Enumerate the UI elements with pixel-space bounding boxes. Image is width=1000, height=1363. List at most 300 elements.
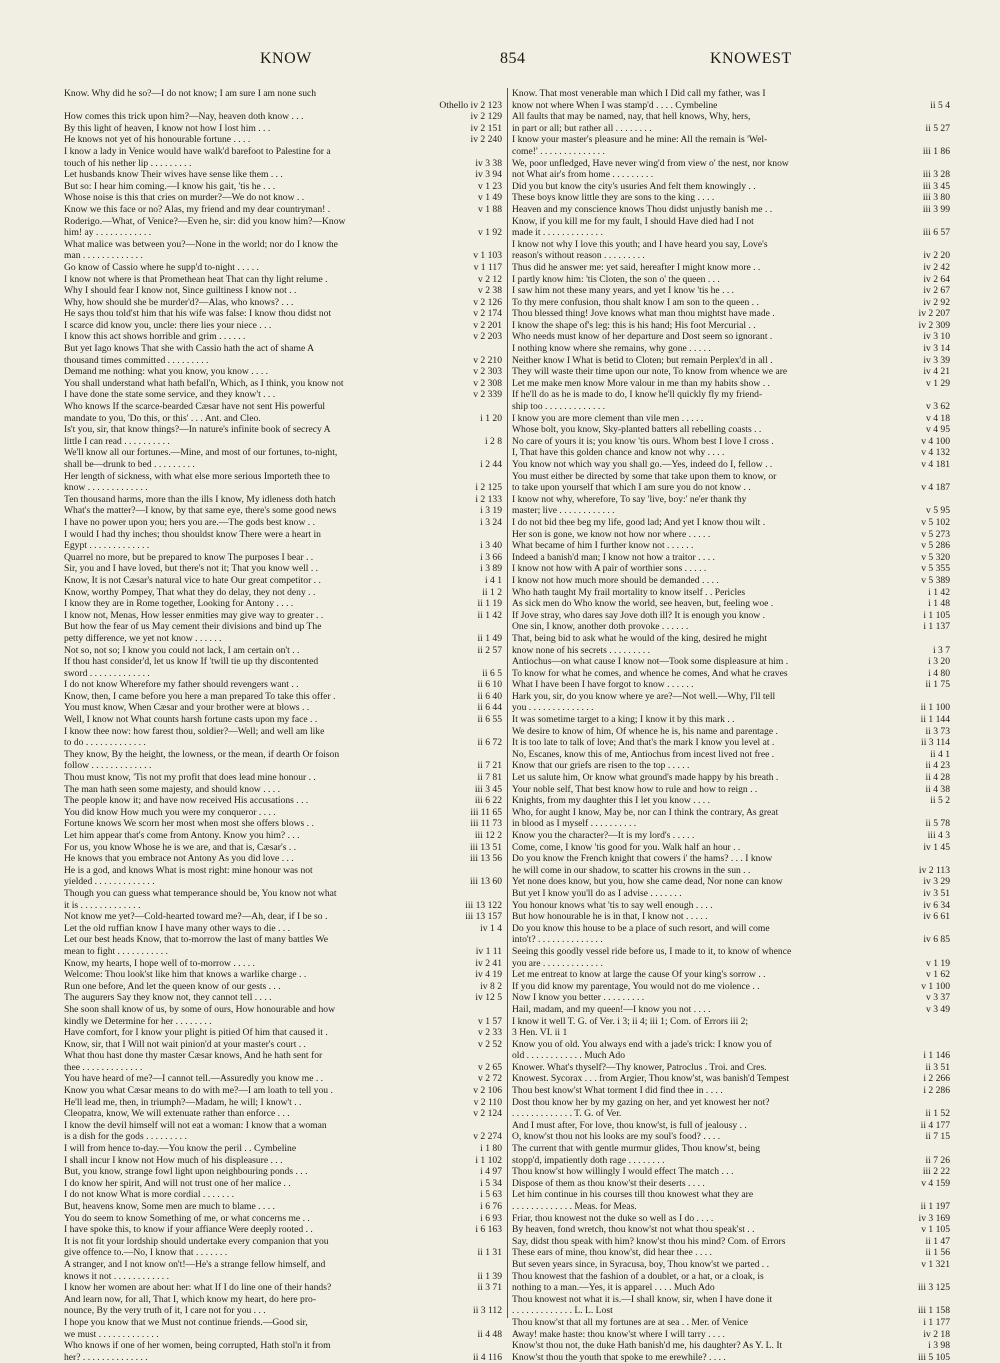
entry-text: He knows that you embrace not Antony As you did love . . .: [64, 853, 294, 865]
entry-text: old . . . . . . . . . . . . Much Ado: [512, 1050, 625, 1062]
index-entry-line: [512, 853, 950, 865]
entry-text: If he'll do as he is made to do, I know he'll quickly fly my friend-: [512, 389, 763, 401]
index-entry-line: [512, 830, 950, 842]
entry-reference: i 2 133: [475, 493, 502, 505]
index-entry-line: [512, 876, 950, 888]
entry-text: To know for what he comes, and whence he comes, And what he craves: [512, 667, 788, 679]
index-entry-line: [512, 239, 950, 251]
entry-text: All faults that may be named, nay, that hell knows, Why, hers,: [512, 111, 751, 123]
entry-text: Know'st thou the youth that spoke to me erewhile? . . . .: [512, 1351, 726, 1363]
entry-reference: v 2 274: [473, 1131, 502, 1143]
index-entry-line: [64, 123, 502, 135]
entry-text: Let the old ruffian know I have many other ways to die . . .: [64, 922, 291, 934]
entry-text: Thou knowest that the fashion of a doublet, or a hat, or a cloak, is: [512, 1270, 764, 1282]
entry-text: I know you are more clement than vile men . . . . .: [512, 412, 704, 424]
index-entry-line: [64, 1282, 502, 1294]
index-entry-line: [64, 146, 502, 158]
entry-text: Know, then, I came before you here a man prepared To take this offer .: [64, 690, 336, 702]
index-entry-line: [64, 1189, 502, 1201]
index-entry-line: [512, 1108, 950, 1120]
entry-reference: iv 3 169: [918, 1212, 950, 1224]
index-entry-line: [512, 679, 950, 691]
index-entry-line: [512, 1120, 950, 1132]
entry-text: Her son is gone, we know not how nor where . . . . .: [512, 528, 711, 540]
entry-reference: ii 1 75: [925, 679, 950, 691]
entry-text: You honour knows what 'tis to say well enough . . . .: [512, 899, 713, 911]
entry-reference: v 1 117: [473, 261, 502, 273]
entry-reference: i 1 105: [923, 609, 950, 621]
entry-reference: i 5 34: [480, 1177, 502, 1189]
index-entry-line: [64, 795, 502, 807]
entry-reference: iv 2 18: [923, 1328, 950, 1340]
entry-reference: iii 3 80: [922, 192, 950, 204]
entry-text: Know. Why did he so?—I do not know; I am sure I am none such: [64, 88, 317, 99]
entry-text: Egypt . . . . . . . . . . . . .: [64, 540, 150, 552]
index-entry-line: [512, 1097, 950, 1109]
entry-text: come!' . . . . . . . . . . . . . .: [512, 145, 605, 157]
entry-text: know none of his secrets . . . . . . . . .: [512, 644, 651, 656]
entry-text: petty difference, we yet not know . . . . . .: [64, 632, 222, 644]
index-entry-line: [512, 1282, 950, 1294]
entry-text: Thou blessed thing! Jove knows what man thou mightst have made .: [512, 308, 775, 320]
entry-text: I know the devil himself will not eat a woman: I know that a woman: [64, 1119, 327, 1131]
entry-reference: iii 3 45: [474, 783, 502, 795]
index-entry-line: [64, 807, 502, 819]
entry-text: And learn now, for all, That I, which know my heart, do here pro-: [64, 1293, 317, 1305]
entry-reference: iv 8 2: [480, 980, 502, 992]
entry-text: Let him continue in his courses till thou knowest what they are: [512, 1189, 754, 1201]
entry-reference: iii 1 86: [922, 145, 950, 157]
index-entry-line: [512, 714, 950, 726]
entry-text: you are . . . . . . . . . . . . .: [512, 957, 603, 969]
index-entry-line: [512, 343, 950, 355]
entry-reference: i 3 40: [480, 540, 502, 552]
entry-reference: iii 3 45: [922, 180, 950, 192]
index-entry-line: [64, 610, 502, 622]
entry-reference: ii 6 55: [477, 714, 502, 726]
index-entry-line: [512, 1085, 950, 1097]
entry-text: Heaven and my conscience knows Thou didst unjustly banish me . .: [512, 203, 773, 215]
entry-text: sword . . . . . . . . . . . . .: [64, 667, 150, 679]
entry-text: Thou know'st how willingly I would effect The match . . .: [512, 1166, 734, 1178]
index-entry-line: [64, 88, 502, 100]
entry-text: I do not bid thee beg my life, good lad; And yet I know thou wilt .: [512, 516, 766, 528]
entry-text: nothing to a man.—Yes, it is apparel . . . . Much Ado: [512, 1282, 715, 1294]
entry-reference: iii 3 28: [922, 169, 950, 181]
entry-text: mean to fight . . . . . . . . . . .: [64, 945, 168, 957]
entry-reference: iv 2 42: [923, 261, 950, 273]
index-entry-line: [512, 1236, 950, 1248]
index-entry-line: [64, 1085, 502, 1097]
entry-reference: v 1 88: [478, 203, 502, 215]
entry-text: Know, It is not Cæsar's natural vice to hate Our great competitor . .: [64, 574, 321, 586]
entry-text: Hark you, sir, do you know where ye are?—Not well.—Why, I'll tell: [512, 690, 776, 702]
entry-reference: v 4 132: [921, 447, 950, 459]
entry-reference: i 1 42: [928, 586, 950, 598]
entry-text: little I can read . . . . . . . . . .: [64, 435, 170, 447]
index-entry-line: [64, 389, 502, 401]
index-entry-line: [64, 1340, 502, 1352]
index-entry-line: [64, 274, 502, 286]
index-entry-line: [512, 1027, 950, 1039]
entry-reference: iii 3 125: [918, 1282, 950, 1294]
entry-reference: iv 4 21: [923, 366, 950, 378]
index-entry-line: [64, 111, 502, 123]
index-entry-line: [512, 1004, 950, 1016]
index-entry-line: [512, 169, 950, 181]
entry-reference: i 1 102: [475, 1154, 502, 1166]
entry-text: . . . . . . . . . . . . . T. G. of Ver.: [512, 1108, 622, 1120]
index-entry-line: [64, 1271, 502, 1283]
entry-text: I know not why I love this youth; and I have heard you say, Love's: [512, 238, 768, 250]
entry-text: Know'st thou not, the duke Hath banish'd me, his daughter? As Y. L. It: [512, 1340, 783, 1352]
entry-reference: v 1 23: [478, 180, 502, 192]
index-entry-line: [512, 1213, 950, 1225]
index-entry-line: [64, 343, 502, 355]
entry-reference: v 1 92: [478, 227, 502, 239]
index-entry-line: [512, 818, 950, 830]
index-entry-line: [512, 331, 950, 343]
index-entry-line: [64, 204, 502, 216]
entry-text: These ears of mine, thou know'st, did hear thee . . . .: [512, 1247, 712, 1259]
index-entry-line: [64, 1039, 502, 1051]
index-entry-line: [64, 1305, 502, 1317]
entry-reference: ii 2 57: [477, 644, 502, 656]
entry-reference: iii 11 73: [470, 818, 502, 830]
entry-reference: iii 3 99: [922, 203, 950, 215]
entry-text: I will from hence to-day.—You know the peril . . Cymbeline: [64, 1143, 297, 1155]
entry-reference: iv 2 20: [923, 250, 950, 262]
entry-reference: iv 3 51: [923, 887, 950, 899]
index-entry-line: [512, 598, 950, 610]
entry-reference: v 4 187: [921, 482, 950, 494]
index-entry-line: [512, 969, 950, 981]
entry-reference: iv 1 11: [475, 945, 502, 957]
entry-text: made it . . . . . . . . . . . . .: [512, 227, 603, 239]
entry-text: I know they are in Rome together, Looking for Antony . . . .: [64, 598, 294, 610]
entry-reference: iv 3 29: [923, 876, 950, 888]
entry-text: And I must after, For love, thou know'st, is full of jealousy . .: [512, 1119, 747, 1131]
entry-text: But how the fear of us May cement their divisions and bind up The: [64, 621, 322, 633]
entry-text: But how honourable he is in that, I know not . . . . .: [512, 911, 708, 923]
entry-reference: iv 2 41: [475, 957, 502, 969]
index-entry-line: [512, 923, 950, 935]
entry-text: I shall incur I know not How much of his displeasure . . .: [64, 1154, 283, 1166]
index-entry-line: [64, 1294, 502, 1306]
index-entry-line: [512, 204, 950, 216]
entry-text: If you did know my parentage, You would not do me violence . .: [512, 980, 760, 992]
entry-text: Know. That most venerable man which I Did call my father, was I: [512, 88, 766, 99]
entry-reference: i 1 20: [480, 412, 502, 424]
entry-text: I know it well T. G. of Ver. i 3; ii 4; iii 1; Com. of Errors iii 2;: [512, 1015, 749, 1027]
entry-text: By this light of heaven, I know not how I lost him . . .: [64, 122, 271, 134]
index-entry-line: [64, 320, 502, 332]
index-entry-line: [512, 436, 950, 448]
entry-text: They know, By the height, the lowness, or the mean, if dearth Or foison: [64, 748, 340, 760]
entry-text: touch of his nether lip . . . . . . . . .: [64, 157, 192, 169]
entry-reference: v 5 320: [921, 551, 950, 563]
entry-text: It was sometime target to a king; I know it by this mark . .: [512, 714, 735, 726]
index-entry-line: [64, 1213, 502, 1225]
entry-reference: v 1 57: [478, 1015, 502, 1027]
entry-reference: v 1 100: [921, 980, 950, 992]
index-entry-line: [64, 888, 502, 900]
entry-reference: ii 1 197: [920, 1201, 950, 1212]
entry-reference: Othello iv 2 123: [439, 99, 502, 111]
index-entry-line: [64, 749, 502, 761]
index-entry-line: [64, 517, 502, 529]
index-entry-line: [512, 772, 950, 784]
index-entry-line: [512, 1271, 950, 1283]
index-entry-line: [64, 958, 502, 970]
entry-text: Have comfort, for I know your plight is pitied Of him that caused it .: [64, 1027, 328, 1039]
entry-text: Dispose of them as thou know'st their deserts . . . .: [512, 1177, 705, 1189]
index-entry-line: [64, 378, 502, 390]
index-entry-line: [512, 447, 950, 459]
entry-text: He says thou told'st him that his wife was false: I know thou didst not: [64, 308, 332, 320]
index-entry-line: [64, 1027, 502, 1039]
entry-text: to take upon yourself that which I am sure you do not know . .: [512, 482, 751, 494]
index-entry-line: [512, 540, 950, 552]
index-entry-line: [64, 679, 502, 691]
index-entry-line: [512, 459, 950, 471]
entry-reference: v 2 174: [473, 308, 502, 320]
index-entry-line: [512, 146, 950, 158]
column-divider: [507, 88, 508, 1318]
entry-reference: ii 4 1: [930, 748, 950, 760]
index-entry-line: [512, 378, 950, 390]
index-entry-line: [512, 1178, 950, 1190]
entry-reference: iii 13 122: [465, 899, 502, 911]
entry-text: Know, my hearts, I hope well of to-morrow . . . . .: [64, 957, 255, 969]
entry-text: Know you of old. You always end with a jade's trick: I know you of: [512, 1038, 772, 1050]
entry-reference: iii 12 2: [474, 830, 502, 841]
entry-text: we must . . . . . . . . . . . . .: [64, 1328, 159, 1340]
entry-reference: iii 13 157: [465, 911, 502, 923]
index-entry-line: [64, 1097, 502, 1109]
entry-text: I know not how much more should be demanded . . . .: [512, 574, 719, 586]
entry-reference: iv 2 207: [918, 308, 950, 320]
entry-text: Know you what Cæsar means to do with me?—I am loath to tell you .: [64, 1085, 333, 1097]
index-entry-line: [64, 633, 502, 645]
entry-text: Say, didst thou speak with him? know'st thou his mind? Com. of Errors: [512, 1235, 786, 1247]
entry-reference: ii 1 144: [920, 714, 950, 726]
index-entry-line: [64, 830, 502, 842]
entry-text: Knower. What's thyself?—Thy knower, Patroclus . Troi. and Cres.: [512, 1061, 767, 1073]
index-entry-line: [512, 297, 950, 309]
entry-text: O, know'st thou not his looks are my soul's food? . . . .: [512, 1131, 721, 1143]
entry-reference: v 4 95: [926, 424, 950, 436]
entry-text: thee . . . . . . . . . . . . .: [64, 1061, 143, 1073]
entry-text: You have heard of me?—I cannot tell.—Assuredly you know me . .: [64, 1073, 324, 1085]
entry-reference: iv 12 5: [475, 992, 502, 1004]
index-entry-line: [64, 853, 502, 865]
entry-reference: v 2 52: [478, 1038, 502, 1050]
entry-reference: iv 2 309: [918, 319, 950, 331]
entry-text: As sick men do Who know the world, see heaven, but, feeling woe .: [512, 598, 774, 610]
entry-text: He knows not yet of his honourable fortune . . . .: [64, 134, 251, 146]
entry-reference: iv 6 34: [923, 899, 950, 911]
entry-reference: ii 7 15: [925, 1131, 950, 1143]
index-entry-line: [512, 610, 950, 622]
entry-reference: i 1 48: [928, 598, 950, 610]
index-entry-line: [512, 668, 950, 680]
entry-text: But seven years since, in Syracusa, boy, Thou know'st we parted . .: [512, 1258, 769, 1270]
entry-text: What I have been I have forgot to know . . . . . .: [512, 679, 694, 691]
entry-text: She soon shall know of us, by some of ours, How honourable and how: [64, 1003, 335, 1015]
entry-text: thousand times committed . . . . . . . . .: [64, 354, 209, 366]
entry-reference: ii 6 10: [477, 679, 502, 691]
index-entry-line: [512, 784, 950, 796]
index-entry-line: [512, 134, 950, 146]
entry-text: These boys know little they are sons to the king . . . .: [512, 192, 715, 204]
entry-reference: ii 5 78: [925, 818, 950, 830]
entry-text: in part or all; but rather all . . . . . . . .: [512, 122, 652, 134]
entry-reference: v 2 12: [478, 273, 502, 285]
index-entry-line: [512, 737, 950, 749]
entry-text: man . . . . . . . . . . . . .: [64, 250, 143, 262]
index-entry-line: [512, 471, 950, 483]
entry-reference: ii 1 100: [920, 702, 950, 714]
index-entry-line: [512, 320, 950, 332]
index-entry-line: [64, 1120, 502, 1132]
entry-reference: ii 3 112: [473, 1305, 502, 1317]
entry-text: Thou best know'st What torment I did find thee in . . . .: [512, 1085, 723, 1097]
entry-reference: v 2 203: [473, 331, 502, 343]
entry-text: I do not know Wherefore my father should revengers want . .: [64, 679, 299, 691]
index-entry-line: [512, 1143, 950, 1155]
entry-text: What thou hast done thy master Cæsar knows, And he hath sent for: [64, 1050, 323, 1062]
entry-reference: i 2 266: [923, 1073, 950, 1085]
entry-text: I know not why, wherefore, To say 'live, boy:' ne'er thank thy: [512, 493, 747, 505]
entry-text: You know not which way you shall go.—Yes, indeed do I, fellow . .: [512, 459, 773, 470]
index-entry-line: [512, 389, 950, 401]
entry-reference: iii 13 56: [470, 853, 502, 865]
entry-text: One sin, I know, another doth provoke . . . . . .: [512, 621, 689, 633]
entry-text: is a dish for the gods . . . . . . . . .: [64, 1131, 187, 1143]
entry-text: I know not where is that Promethean heat That can thy light relume .: [64, 273, 328, 285]
entry-text: stopp'd, impatiently doth rage . . . . . . . .: [512, 1154, 665, 1166]
entry-text: The man hath seen some majesty, and should know . . . .: [64, 783, 280, 795]
entry-text: I know thee now: how farest thou, soldier?—Well; and well am like: [64, 725, 325, 737]
entry-text: Ten thousand harms, more than the ills I know, My idleness doth hatch: [64, 493, 336, 505]
entry-reference: v 5 389: [921, 574, 950, 586]
entry-text: Let us salute him, Or know what ground's made happy by his breath .: [512, 772, 779, 784]
entry-reference: iii 13 60: [470, 876, 502, 888]
entry-reference: v 3 49: [926, 1003, 950, 1015]
entry-text: No care of yours it is; you know 'tis ours. Whom best I love I cross .: [512, 435, 774, 447]
entry-text: I saw him not these many years, and yet I know 'tis he . . .: [512, 285, 735, 297]
index-entry-line: [512, 1201, 950, 1213]
index-entry-line: [512, 158, 950, 170]
entry-text: Seeing this goodly vessel ride before us, I made to it, to know of whence: [512, 945, 792, 957]
index-entry-line: [512, 1294, 950, 1306]
entry-text: I nothing know where she remains, why gone . . . . .: [512, 343, 711, 355]
index-entry-line: [64, 946, 502, 958]
index-entry-line: [64, 436, 502, 448]
entry-reference: iv 2 113: [918, 864, 950, 876]
entry-reference: v 2 303: [473, 366, 502, 378]
entry-text: That, being bid to ask what he would of the king, desired he might: [512, 632, 767, 644]
entry-text: Let me entreat to know at large the cause Of your king's sorrow . .: [512, 969, 766, 981]
entry-text: Do you know the French knight that cowers i' the hams? . . . I know: [512, 853, 773, 865]
entry-text: I know the shape of's leg: this is his hand; His foot Mercurial . .: [512, 319, 756, 331]
entry-reference: ii 3 73: [925, 725, 950, 737]
entry-text: You must know, When Cæsar and your brother were at blows . .: [64, 702, 310, 714]
entry-text: We'll know all our fortunes.—Mine, and most of our fortunes, to-night,: [64, 447, 338, 459]
index-entry-line: [64, 1050, 502, 1062]
entry-text: Thou know'st that all my fortunes are at sea . . Mer. of Venice: [512, 1316, 749, 1328]
entry-reference: ii 1 42: [477, 609, 502, 621]
entry-reference: iv 4 19: [475, 969, 502, 981]
entry-text: I hope you know that we Must not continue friends.—Good sir,: [64, 1316, 308, 1328]
header-left-word: KNOW: [260, 50, 312, 67]
index-entry-line: [512, 1317, 950, 1329]
index-entry-line: [512, 946, 950, 958]
index-entry-line: [64, 401, 502, 413]
entry-text: I have spoke this, to know if your affiance Were deeply rooted . .: [64, 1224, 313, 1236]
entry-text: The augurers Say they know not, they cannot tell . . . .: [64, 992, 272, 1004]
entry-text: But yet Iago knows That she with Cassio hath the act of shame A: [64, 343, 315, 355]
index-entry-line: [512, 691, 950, 703]
index-entry-line: [512, 888, 950, 900]
entry-reference: v 2 65: [478, 1061, 502, 1073]
entry-reference: iv 2 92: [923, 296, 950, 308]
entry-reference: i 1 80: [480, 1143, 502, 1155]
index-entry-line: [512, 262, 950, 274]
index-entry-line: [512, 1247, 950, 1259]
entry-text: follow . . . . . . . . . . . . .: [64, 760, 152, 772]
index-entry-line: [64, 308, 502, 320]
entry-reference: ii 7 26: [925, 1154, 950, 1166]
index-entry-line: [512, 355, 950, 367]
entry-reference: ii 3 71: [477, 1282, 502, 1294]
index-entry-line: [64, 297, 502, 309]
index-entry-line: [64, 366, 502, 378]
index-entry-line: [64, 1073, 502, 1085]
entry-text: reason's without reason . . . . . . . . .: [512, 250, 645, 262]
entry-reference: i 5 63: [480, 1189, 502, 1201]
index-entry-line: [512, 1224, 950, 1236]
index-entry-line: [512, 88, 950, 100]
index-entry-line: [512, 123, 950, 135]
entry-reference: iii 4 3: [927, 830, 950, 841]
index-entry-line: [512, 1329, 950, 1341]
index-entry-line: [64, 1317, 502, 1329]
index-entry-line: [64, 1155, 502, 1167]
entry-text: Know, sir, that I Will not wait pinion'd at your master's court . .: [64, 1038, 306, 1050]
entry-reference: i 3 89: [480, 563, 502, 575]
index-entry-line: [64, 656, 502, 668]
index-entry-line: [64, 1352, 502, 1363]
header-right-word: KNOWEST: [710, 50, 792, 67]
index-entry-line: [64, 355, 502, 367]
entry-reference: ii 4 28: [925, 772, 950, 784]
index-entry-line: [64, 1062, 502, 1074]
entry-text: Cleopatra, know, We will extenuate rather than enforce . . .: [64, 1108, 290, 1120]
entry-text: Who, for aught I know, May be, nor can I think the contrary, As great: [512, 806, 779, 818]
index-entry-line: [64, 181, 502, 193]
left-column: [64, 88, 502, 1363]
entry-reference: i 3 20: [928, 656, 950, 668]
entry-reference: ii 6 72: [477, 737, 502, 749]
entry-text: Who knows If the scarce-bearded Cæsar have not sent His powerful: [64, 401, 326, 413]
index-entry-line: [512, 505, 950, 517]
index-entry-line: [64, 540, 502, 552]
entry-reference: v 4 181: [921, 459, 950, 470]
entry-text: I have no power upon you; hers you are.—The gods best know . .: [64, 516, 315, 528]
entry-text: It is not fit your lordship should undertake every companion that you: [64, 1235, 329, 1247]
